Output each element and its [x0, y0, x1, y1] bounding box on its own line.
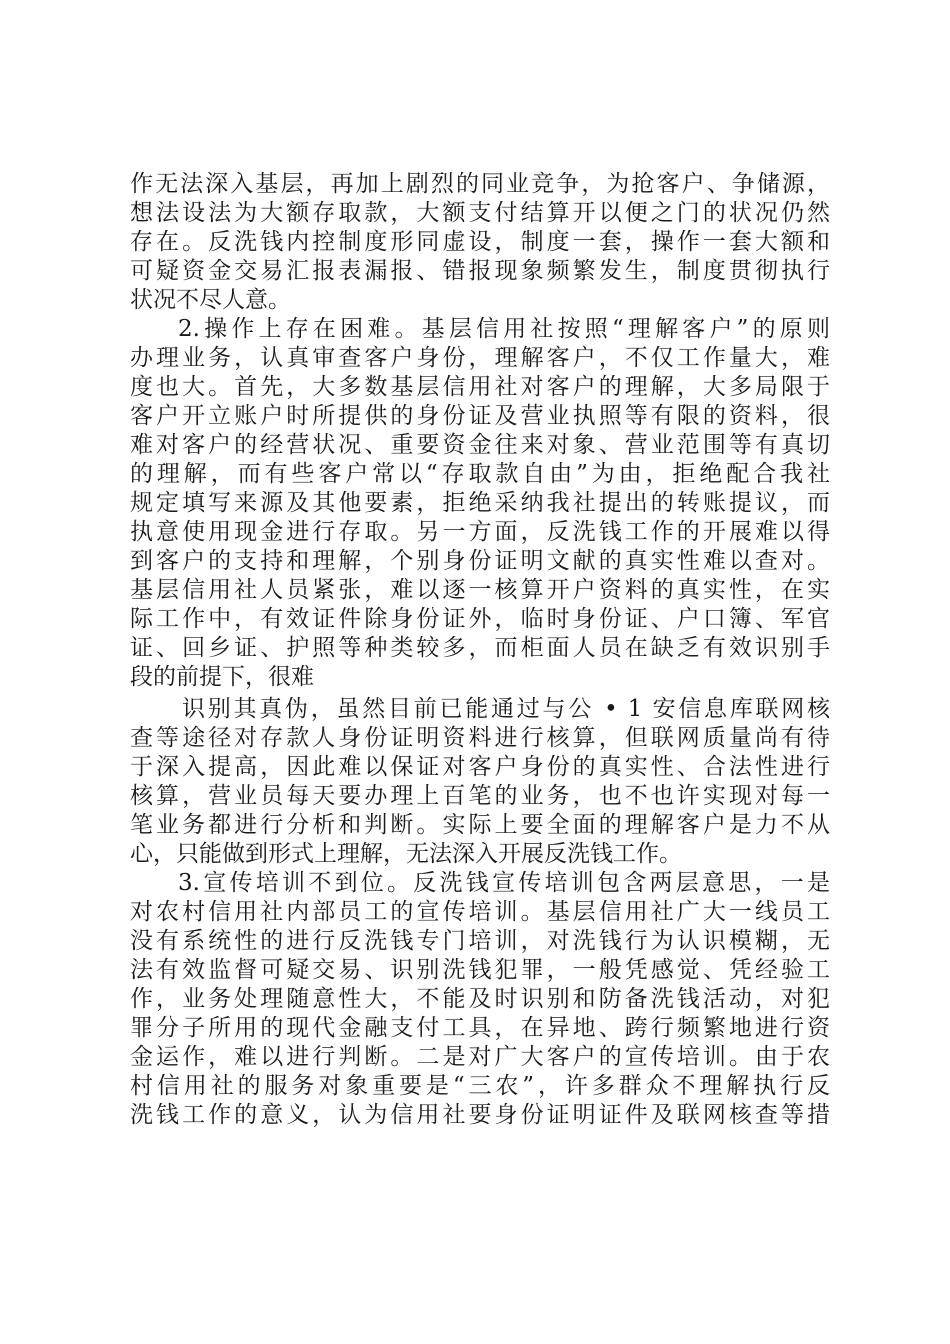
text-line: 2.操作上存在困难。基层信用社按照“理解客户”的原则: [178, 316, 830, 342]
document-body: [130, 170, 830, 1130]
text-line: 状况不尽人意。: [130, 287, 291, 313]
text-line: 基层信用社人员紧张，难以逐一核算开户资料的真实性，在实: [130, 577, 830, 603]
text-line: 的理解，而有些客户常以“存取款自由”为由，拒绝配合我社: [130, 461, 830, 487]
text-line: 心，只能做到形式上理解，无法深入开展反洗钱工作。: [130, 841, 682, 867]
paragraph-4: [130, 869, 830, 1130]
text-line: 客户开立账户时所提供的身份证及营业执照等有限的资料，很: [130, 403, 830, 429]
paragraph-3: [130, 695, 830, 869]
text-line: 罪分子所用的现代金融支付工具，在异地、跨行频繁地进行资: [130, 1015, 830, 1041]
paragraph-1: [130, 170, 830, 315]
text-line: 可疑资金交易汇报表漏报、错报现象频繁发生，制度贯彻执行: [130, 258, 830, 284]
text-line: 办理业务，认真审查客户身份，理解客户，不仅工作量大，难: [130, 345, 830, 371]
text-line: 存在。反洗钱内控制度形同虚设，制度一套，操作一套大额和: [130, 229, 830, 255]
text-line: 3.宣传培训不到位。反洗钱宣传培训包含两层意思，一是: [178, 870, 830, 896]
text-line: 际工作中，有效证件除身份证外，临时身份证、户口簿、军官: [130, 606, 830, 632]
text-line: 洗钱工作的意义，认为信用社要身份证明证件及联网核查等措: [130, 1102, 830, 1128]
text-line: 执意使用现金进行存取。另一方面，反洗钱工作的开展难以得: [130, 519, 830, 545]
text-line: 没有系统性的进行反洗钱专门培训，对洗钱行为认识模糊，无: [130, 928, 830, 954]
text-line: 证、回乡证、护照等种类较多，而柜面人员在缺乏有效识别手: [130, 635, 830, 661]
text-line: 难对客户的经营状况、重要资金往来对象、营业范围等有真切: [130, 432, 830, 458]
text-line: 查等途径对存款人身份证明资料进行核算，但联网质量尚有待: [130, 725, 830, 751]
text-line: 笔业务都进行分析和判断。实际上要全面的理解客户是力不从: [130, 812, 830, 838]
text-line: 法有效监督可疑交易、识别洗钱犯罪，一般凭感觉、凭经验工: [130, 957, 830, 983]
text-line: 段的前提下，很难: [130, 664, 314, 690]
text-line: 金运作，难以进行判断。二是对广大客户的宣传培训。由于农: [130, 1044, 830, 1070]
text-line: 作无法深入基层，再加上剧烈的同业竞争，为抢客户、争储源，: [130, 171, 830, 197]
text-line: 规定填写来源及其他要素，拒绝采纳我社提出的转账提议，而: [130, 490, 830, 516]
text-line: 想法设法为大额存取款，大额支付结算开以便之门的状况仍然: [130, 200, 830, 226]
paragraph-2: [130, 315, 830, 692]
text-line: 识别其真伪，虽然目前已能通过与公 • 1 安信息库联网核: [182, 696, 830, 722]
text-line: 村信用社的服务对象重要是“三农”，许多群众不理解执行反: [130, 1073, 830, 1099]
text-line: 作，业务处理随意性大，不能及时识别和防备洗钱活动，对犯: [130, 986, 830, 1012]
text-line: 到客户的支持和理解，个别身份证明文献的真实性难以查对。: [130, 548, 830, 574]
text-line: 于深入提高，因此难以保证对客户身份的真实性、合法性进行: [130, 754, 830, 780]
text-line: 核算，营业员每天要办理上百笔的业务，也不也许实现对每一: [130, 783, 830, 809]
text-line: 对农村信用社内部员工的宣传培训。基层信用社广大一线员工: [130, 899, 830, 925]
text-line: 度也大。首先，大多数基层信用社对客户的理解，大多局限于: [130, 374, 830, 400]
